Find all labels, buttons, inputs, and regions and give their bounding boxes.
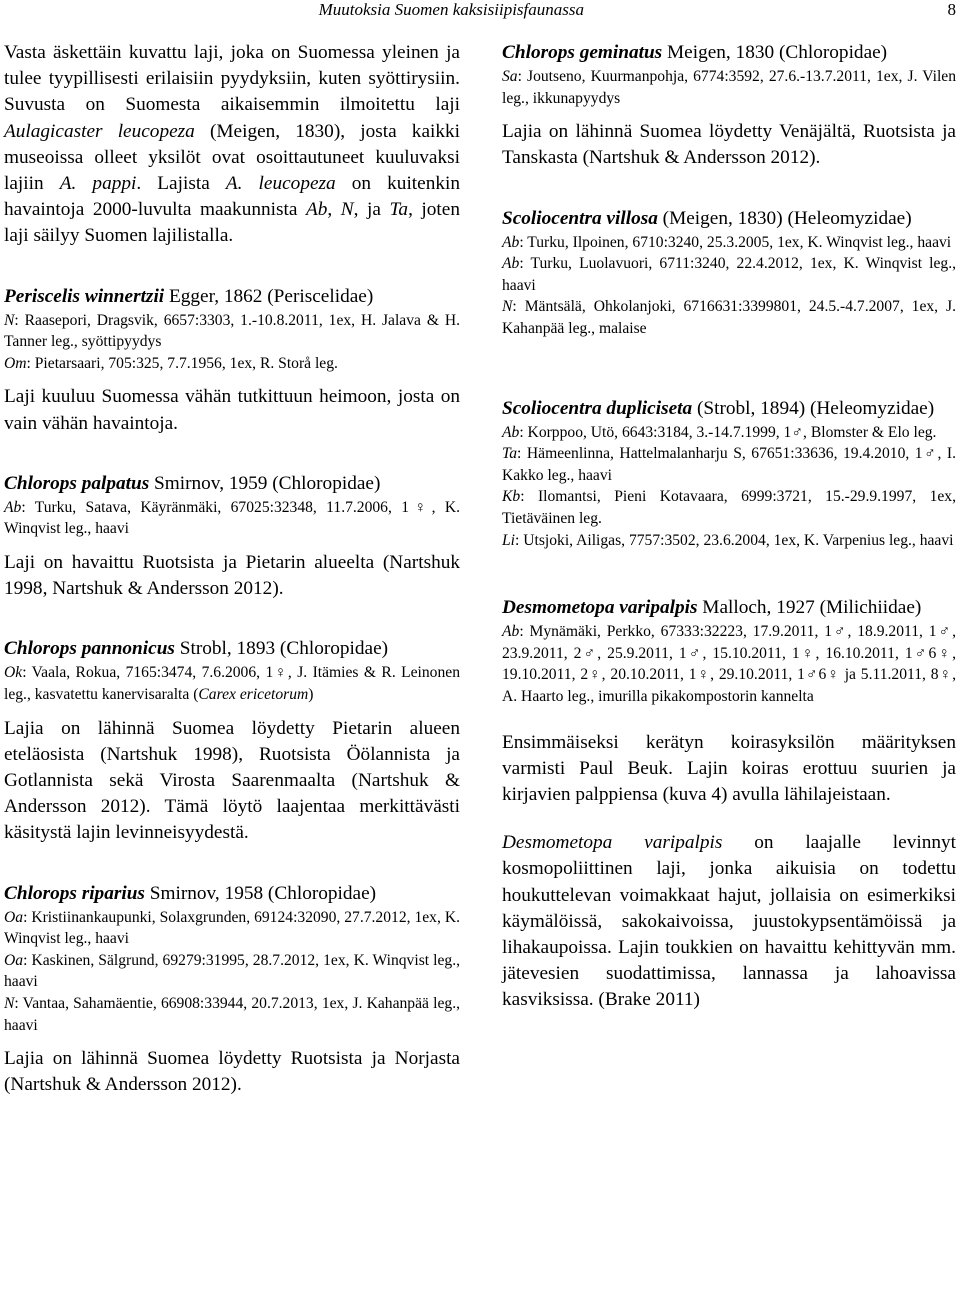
species-heading: Scoliocentra dupliciseta (Strobl, 1894) (Heleomyzidae) [502, 397, 935, 419]
species-note: Desmometopa varipalpis on laajalle levinnyt kosmopoliittinen laji, jonka aikuisia on todettu houkuttelevan voimakkaat hajut, jollaisia on esimerkiksi käymälöissä, sakokaivoissa, juustokypsentämöissä ja lihakaupoissa. Lajin toukkien on havaittu kehittyvän mm. jätevesien suodattimissa, lannassa ja lahoavissa kasviksissa. (Brake 2011) [502, 832, 956, 1011]
species-entry-riparius [4, 881, 460, 1099]
record-line: Ok: Vaala, Rokua, 7165:3474, 7.6.2006, 1♀, J. Itämies & R. Leinonen leg., kasvatettu kanervisaralta (Carex ericetorum) [4, 664, 460, 703]
species-entry-periscelis [4, 284, 460, 437]
record-line: N: Raasepori, Dragsvik, 6657:3303, 1.-10.8.2011, 1ex, H. Jalava & H. Tanner leg., syöttipyydys [4, 311, 460, 351]
running-title: Muutoksia Suomen kaksisiipisfaunassa [318, 0, 584, 19]
species-entry-palpatus [4, 471, 460, 603]
left-column [4, 40, 460, 1099]
species-entry-geminatus [502, 40, 956, 172]
record-line: N: Mäntsälä, Ohkolanjoki, 6716631:3399801, 24.5.-4.7.2007, 1ex, J. Kahanpää leg., malaise [502, 298, 956, 337]
species-entry-pannonicus [4, 636, 460, 846]
record-line: Ab: Mynämäki, Perkko, 67333:32223, 17.9.2011, 1♂, 18.9.2011, 1♂, 23.9.2011, 2♂, 25.9.2011, 1♂, 15.10.2011, 1♀, 16.10.2011, 1♂6♀, 19.10.2011, 2♀, 20.10.2011, 1♀, 29.10.2011, 1♂6♀ ja 5.11.2011, 8♀, A. Haarto leg., imurilla pikakompostorin kannelta [502, 623, 956, 705]
page-number: 8 [947, 0, 956, 19]
species-heading: Chlorops riparius Smirnov, 1958 (Chloropidae) [4, 882, 377, 904]
record-line: Ab: Turku, Luolavuori, 6711:3240, 22.4.2012, 1ex, K. Winqvist leg., haavi [502, 255, 956, 294]
species-note: Lajia on lähinnä Suomea löydetty Pietarin alueen eteläosista (Nartshuk 1998), Ruotsista Öölannista ja Gotlannista sekä Virosta Saarenmaalta (Nartshuk & Andersson 2012). Tämä löytö laajentaa merkittävästi käsitystä lajin levinneisyydestä. [4, 717, 460, 844]
intro-paragraph: Vasta äskettäin kuvattu laji, joka on Suomessa yleinen ja tulee tyypillisesti erilaisiin pyydyksiin, kuten syöttirysiin. Suvusta on Suomesta aikaisemmin ilmoitettu laji Aulagicaster leucopeza (Meigen, 1830), josta kaikki museoissa olleet yksilöt ovat osoittautuneet kuuluvaksi lajiin A. pappi. Lajista A. leucopeza on kuitenkin havaintoja 2000-luvulta maakunnista Ab, N, ja Ta, joten laji säilyy Suomen lajilistalla. [4, 42, 460, 247]
record-line: Li: Utsjoki, Ailigas, 7757:3502, 23.6.2004, 1ex, K. Varpenius leg., haavi [502, 531, 954, 549]
record-line: Oa: Kristiinankaupunki, Solaxgrunden, 69124:32090, 27.7.2012, 1ex, K. Winqvist leg., haavi [4, 908, 460, 948]
right-column [502, 40, 956, 1014]
species-note: Lajia on lähinnä Suomea löydetty Venäjältä, Ruotsista ja Tanskasta (Nartshuk & Andersson 2012). [502, 121, 956, 169]
running-header [0, 0, 960, 28]
record-line: N: Vantaa, Sahamäentie, 66908:33944, 20.7.2013, 1ex, J. Kahanpää leg., haavi [4, 994, 460, 1034]
record-line: Ab: Turku, Satava, Käyränmäki, 67025:32348, 11.7.2006, 1♀, K. Winqvist leg., haavi [4, 498, 460, 538]
species-note: Laji on havaittu Ruotsista ja Pietarin alueelta (Nartshuk 1998, Nartshuk & Andersson 2012). [4, 552, 460, 600]
record-line: Ab: Turku, Ilpoinen, 6710:3240, 25.3.2005, 1ex, K. Winqvist leg., haavi [502, 233, 952, 251]
record-line: Om: Pietarsaari, 705:325, 7.7.1956, 1ex, R. Storå leg. [4, 354, 338, 372]
species-note: Ensimmäiseksi kerätyn koirasyksilön määrityksen varmisti Paul Beuk. Lajin koiras erottuu suurien ja kirjavien palppiensa (kuva 4) avulla lähilajeistaan. [502, 731, 956, 805]
record-line: Oa: Kaskinen, Sälgrund, 69279:31995, 28.7.2012, 1ex, K. Winqvist leg., haavi [4, 951, 460, 991]
species-heading: Chlorops pannonicus Strobl, 1893 (Chloropidae) [4, 638, 389, 660]
record-line: Ta: Hämeenlinna, Hattelmalanharju S, 67651:33636, 19.4.2010, 1♂, I. Kakko leg., haavi [502, 445, 956, 484]
species-note: Laji kuuluu Suomessa vähän tutkittuun heimoon, josta on vain vähän havaintoja. [4, 386, 460, 434]
species-entry-varipalpis [502, 595, 956, 1013]
record-line: Kb: Ilomantsi, Pieni Kotavaara, 6999:3721, 15.-29.9.1997, 1ex, Tietäväinen leg. [502, 488, 956, 527]
record-line: Ab: Korppoo, Utö, 6643:3184, 3.-14.7.1999, 1♂, Blomster & Elo leg. [502, 423, 937, 441]
species-heading: Scoliocentra villosa (Meigen, 1830) (Heleomyzidae) [502, 207, 912, 229]
species-entry-dupliciseta [502, 396, 956, 552]
species-note: Lajia on lähinnä Suomea löydetty Ruotsista ja Norjasta (Nartshuk & Andersson 2012). [4, 1048, 460, 1096]
species-heading: Periscelis winnertzii Egger, 1862 (Periscelidae) [4, 285, 374, 307]
species-heading: Desmometopa varipalpis Malloch, 1927 (Milichiidae) [502, 597, 922, 619]
species-heading: Chlorops geminatus Meigen, 1830 (Chloropidae) [502, 42, 888, 63]
species-entry-villosa [502, 206, 956, 340]
species-heading: Chlorops palpatus Smirnov, 1959 (Chloropidae) [4, 472, 381, 494]
record-line: Sa: Joutseno, Kuurmanpohja, 6774:3592, 27.6.-13.7.2011, 1ex, J. Vilen leg., ikkunapyydys [502, 68, 956, 107]
